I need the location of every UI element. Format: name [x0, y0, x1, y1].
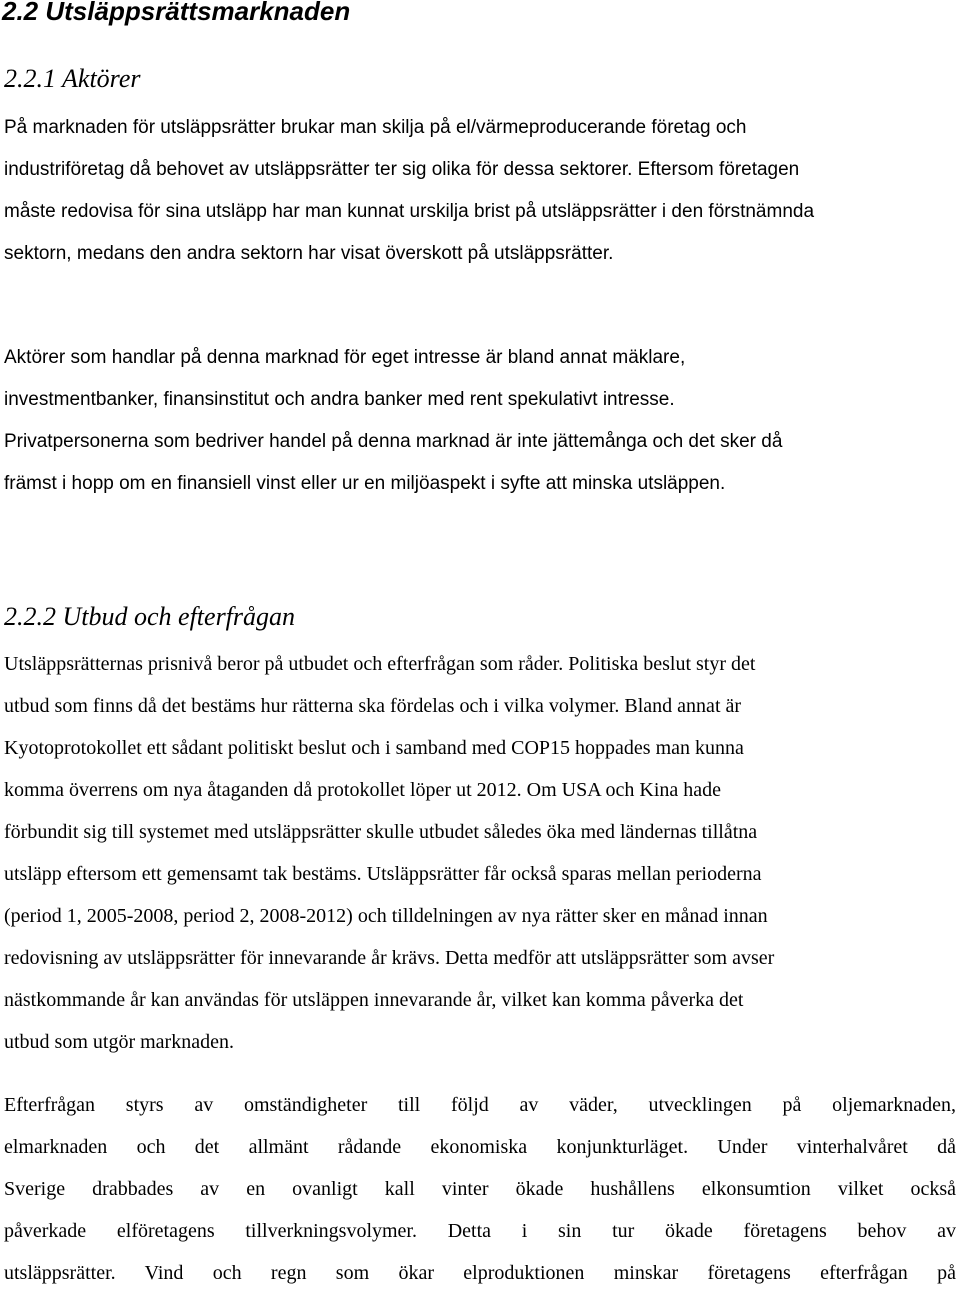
text-line: förbundit sig till systemet med utsläppsrätter skulle utbudet således öka med ländernas tillåtna	[4, 821, 758, 843]
text-line: investmentbanker, finansinstitut och andra banker med rent spekulativt intresse.	[4, 389, 675, 410]
text-line: Sverige drabbades av en ovanligt kall vinter ökade hushållens elkonsumtion vilket också	[4, 1178, 956, 1200]
text-line: redovisning av utsläppsrätter för innevarande år krävs. Detta medför att utsläppsrätter som avser	[4, 947, 775, 969]
text-line: Efterfrågan styrs av omständigheter till följd av väder, utvecklingen på oljemarknaden,	[4, 1094, 956, 1116]
paragraph-utbud-2	[4, 1084, 956, 1294]
text-line: utbud som finns då det bestäms hur rätterna ska fördelas och i vilka volymer. Bland annat är	[4, 695, 742, 717]
subsection-heading-aktorer: 2.2.1 Aktörer	[4, 64, 141, 93]
section-heading: 2.2 Utsläppsrättsmarknaden	[2, 0, 351, 26]
paragraph-aktorer-1	[4, 107, 956, 275]
subsection-heading-utbud: 2.2.2 Utbud och efterfrågan	[4, 602, 296, 631]
text-line: På marknaden för utsläppsrätter brukar man skilja på el/värmeproducerande företag och	[4, 117, 747, 138]
text-line: industriföretag då behovet av utsläppsrätter ter sig olika för dessa sektorer. Eftersom företagen	[4, 159, 800, 180]
text-line: Kyotoprotokollet ett sådant politiskt beslut och i samband med COP15 hoppades man kunna	[4, 737, 744, 759]
text-line: komma överrens om nya åtaganden då protokollet löper ut 2012. Om USA och Kina hade	[4, 779, 722, 801]
text-line: nästkommande år kan användas för utsläppen innevarande år, vilket kan komma påverka det	[4, 989, 744, 1011]
text-line: påverkade elföretagens tillverkningsvolymer. Detta i sin tur ökade företagens behov av	[4, 1220, 956, 1242]
paragraph-aktorer-2	[4, 337, 956, 505]
text-line: Aktörer som handlar på denna marknad för eget intresse är bland annat mäklare,	[4, 347, 686, 368]
text-line: sektorn, medans den andra sektorn har visat överskott på utsläppsrätter.	[4, 243, 614, 264]
text-line: utsläppsrätter. Vind och regn som ökar elproduktionen minskar företagens efterfrågan på	[4, 1262, 956, 1284]
text-line: utbud som utgör marknaden.	[4, 1031, 234, 1053]
text-line: elmarknaden och det allmänt rådande ekonomiska konjunkturläget. Under vinterhalvåret då	[4, 1136, 956, 1158]
text-line: (period 1, 2005-2008, period 2, 2008-2012) och tilldelningen av nya rätter sker en månad innan	[4, 905, 768, 927]
text-line: Utsläppsrätternas prisnivå beror på utbudet och efterfrågan som råder. Politiska beslut styr det	[4, 653, 756, 675]
text-line: främst i hopp om en finansiell vinst eller ur en miljöaspekt i syfte att minska utsläppen.	[4, 473, 726, 494]
text-line: måste redovisa för sina utsläpp har man kunnat urskilja brist på utsläppsrätter i den förstnämnda	[4, 201, 815, 222]
paragraph-utbud-1	[4, 643, 956, 1063]
text-line: Privatpersonerna som bedriver handel på denna marknad är inte jättemånga och det sker då	[4, 431, 783, 452]
text-line: utsläpp eftersom ett gemensamt tak bestäms. Utsläppsrätter får också sparas mellan perioderna	[4, 863, 762, 885]
